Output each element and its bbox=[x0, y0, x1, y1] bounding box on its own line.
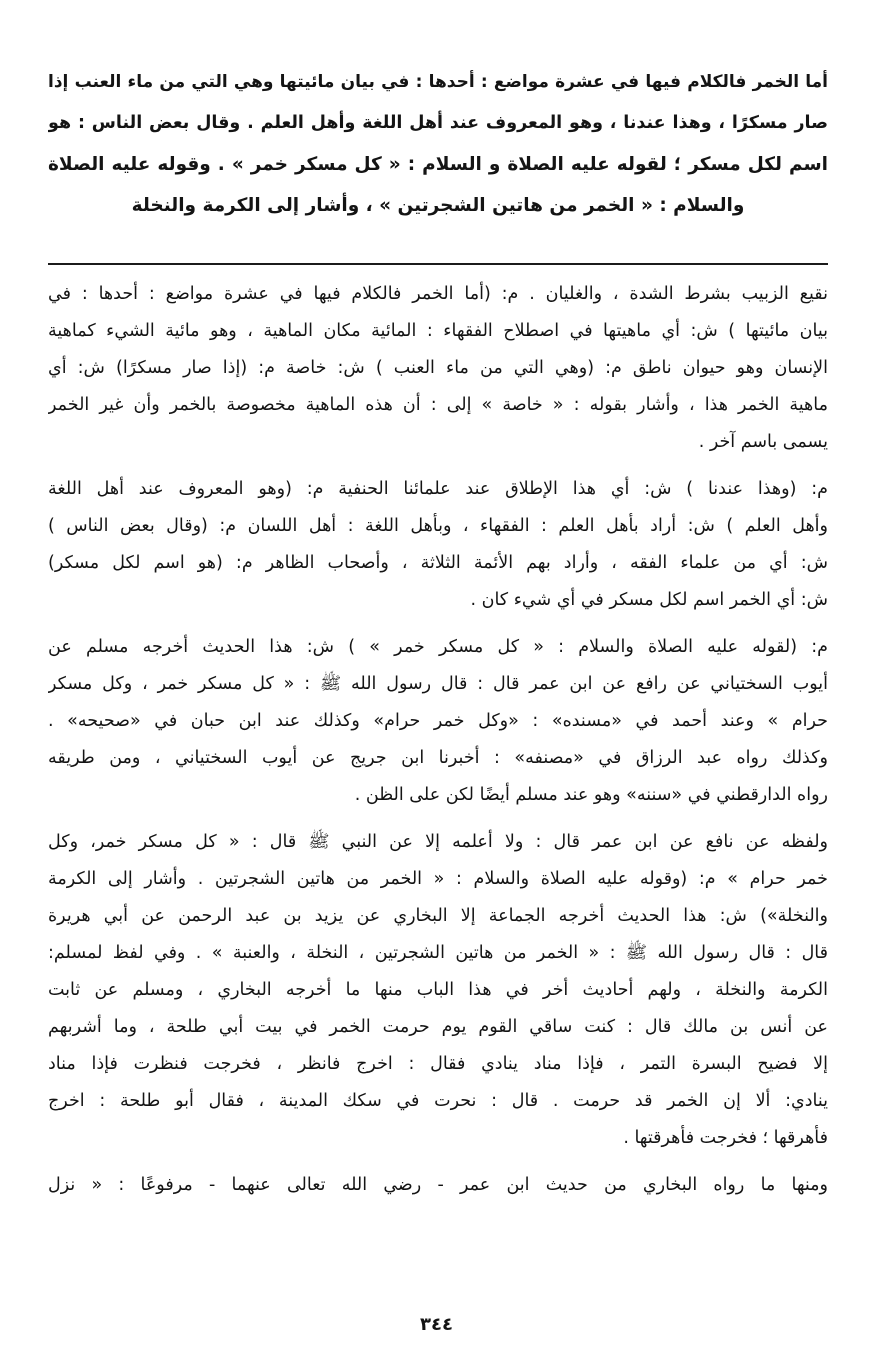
commentary-line: ولفظه عن نافع عن ابن عمر قال : ولا أعلمه إلا عن النبي ﷺ قال : « كل مسكر خمر، وكل bbox=[48, 832, 828, 852]
commentary-line: ينادي: ألا إن الخمر قد حرمت . قال : نحرت في سكك المدينة ، فقال أبو طلحة : اخرج bbox=[48, 1091, 828, 1111]
commentary-line: ش: أي الخمر اسم لكل مسكر في أي شيء كان . bbox=[470, 590, 828, 610]
commentary-line: عن أنس بن مالك قال : كنت ساقي القوم يوم حرمت الخمر في بيت أبي طلحة ، وما أشربهم bbox=[48, 1017, 828, 1037]
commentary-line: قال : قال رسول الله ﷺ : « الخمر من هاتين الشجرتين ، النخلة ، والعنبة » . وفي لفظ لمسلم: bbox=[48, 943, 828, 963]
commentary-line: الإنسان وهو حيوان ناطق م: (وهي التي من ماء العنب ) ش: خاصة م: (إذا صار مسكرًا) ش: أي bbox=[48, 358, 828, 378]
commentary-paragraph bbox=[48, 276, 828, 461]
commentary-line: الكرمة والنخلة ، ولهم أحاديث أخر في هذا الباب منها ما أخرجه البخاري ، ومسلم عن ثابت bbox=[48, 980, 828, 1000]
commentary-line: رواه الدارقطني في «سننه» وهو عند مسلم أيضًا لكن على الظن . bbox=[354, 785, 828, 805]
main-text-line: والسلام : « الخمر من هاتين الشجرتين » ، وأشار إلى الكرمة والنخلة bbox=[131, 195, 745, 216]
commentary-block bbox=[48, 276, 828, 1204]
commentary-paragraph bbox=[48, 1167, 828, 1204]
commentary-line: فأهرقها ؛ فخرجت فأهرقتها . bbox=[623, 1128, 828, 1148]
commentary-line: ومنها ما رواه البخاري من حديث ابن عمر - رضي الله تعالى عنهما - مرفوعًا : « نزل bbox=[48, 1175, 828, 1195]
commentary-paragraph bbox=[48, 471, 828, 619]
commentary-line: يسمى باسم آخر . bbox=[698, 432, 828, 452]
page-number: ٣٤٤ bbox=[420, 1314, 453, 1335]
commentary-line: م: (وهذا عندنا ) ش: أي هذا الإطلاق عند علمائنا الحنفية م: (وهو المعروف عند أهل اللغة bbox=[48, 479, 828, 499]
commentary-line: بيان مائيتها ) ش: أي ماهيتها في اصطلاح الفقهاء : المائية مكان الماهية ، وهو مائية الشيء كماهية bbox=[48, 321, 828, 341]
commentary-line: حرام » وعند أحمد في «مسنده» : «وكل خمر حرام» وكذلك عند ابن حبان في «صحيحه» . bbox=[48, 711, 828, 731]
commentary-line: والنخلة») ش: هذا الحديث أخرجه الجماعة إلا البخاري عن يزيد بن عبد الرحمن عن أبي هريرة bbox=[48, 906, 828, 926]
main-text-line: اسم لكل مسكر ؛ لقوله عليه الصلاة و السلام : « كل مسكر خمر » . وقوله عليه الصلاة bbox=[48, 154, 828, 175]
commentary-line: وكذلك رواه عبد الرزاق في «مصنفه» : أخبرنا ابن جريج عن أيوب السختياني ، ومن طريقه bbox=[48, 748, 828, 768]
main-text-line: صار مسكرًا ، وهذا عندنا ، وهو المعروف عند أهل اللغة وأهل العلم . وقال بعض الناس : هو bbox=[48, 113, 828, 133]
main-text-line: أما الخمر فالكلام فيها في عشرة مواضع : أحدها : في بيان مائيتها وهي التي من ماء العنب إذا bbox=[48, 72, 828, 92]
commentary-line: ش: أي من علماء الفقه ، وأراد بهم الأئمة الثلاثة ، وأصحاب الظاهر م: (هو اسم لكل مسكر) bbox=[48, 553, 828, 573]
commentary-line: نقيع الزبيب بشرط الشدة ، والغليان . م: (أما الخمر فالكلام فيها في عشرة مواضع : أحدها : في bbox=[48, 284, 828, 304]
commentary-line: م: (لقوله عليه الصلاة والسلام : « كل مسكر خمر » ) ش: هذا الحديث أخرجه مسلم عن bbox=[48, 637, 828, 657]
commentary-line: خمر حرام » م: (وقوله عليه الصلاة والسلام : « الخمر من هاتين الشجرتين . وأشار إلى الكرمة bbox=[48, 869, 828, 889]
section-divider bbox=[48, 263, 828, 265]
commentary-paragraph bbox=[48, 629, 828, 814]
commentary-line: ماهية الخمر هذا ، وأشار بقوله : « خاصة » إلى : أن هذه الماهية مخصوصة بالخمر وأن غير الخمر bbox=[48, 395, 828, 415]
commentary-paragraph bbox=[48, 824, 828, 1157]
commentary-line: إلا فضيح البسرة التمر ، فإذا مناد ينادي فقال : اخرج فانظر ، فخرجت فنظرت فإذا مناد bbox=[48, 1054, 828, 1074]
main-text-block bbox=[48, 62, 828, 226]
commentary-line: أيوب السختياني عن رافع عن ابن عمر قال : قال رسول الله ﷺ : « كل مسكر خمر ، وكل مسكر bbox=[48, 674, 828, 694]
commentary-line: وأهل العلم ) ش: أراد بأهل العلم : الفقهاء ، وبأهل اللغة : أهل اللسان م: (وقال بعض الناس ) bbox=[48, 516, 828, 536]
